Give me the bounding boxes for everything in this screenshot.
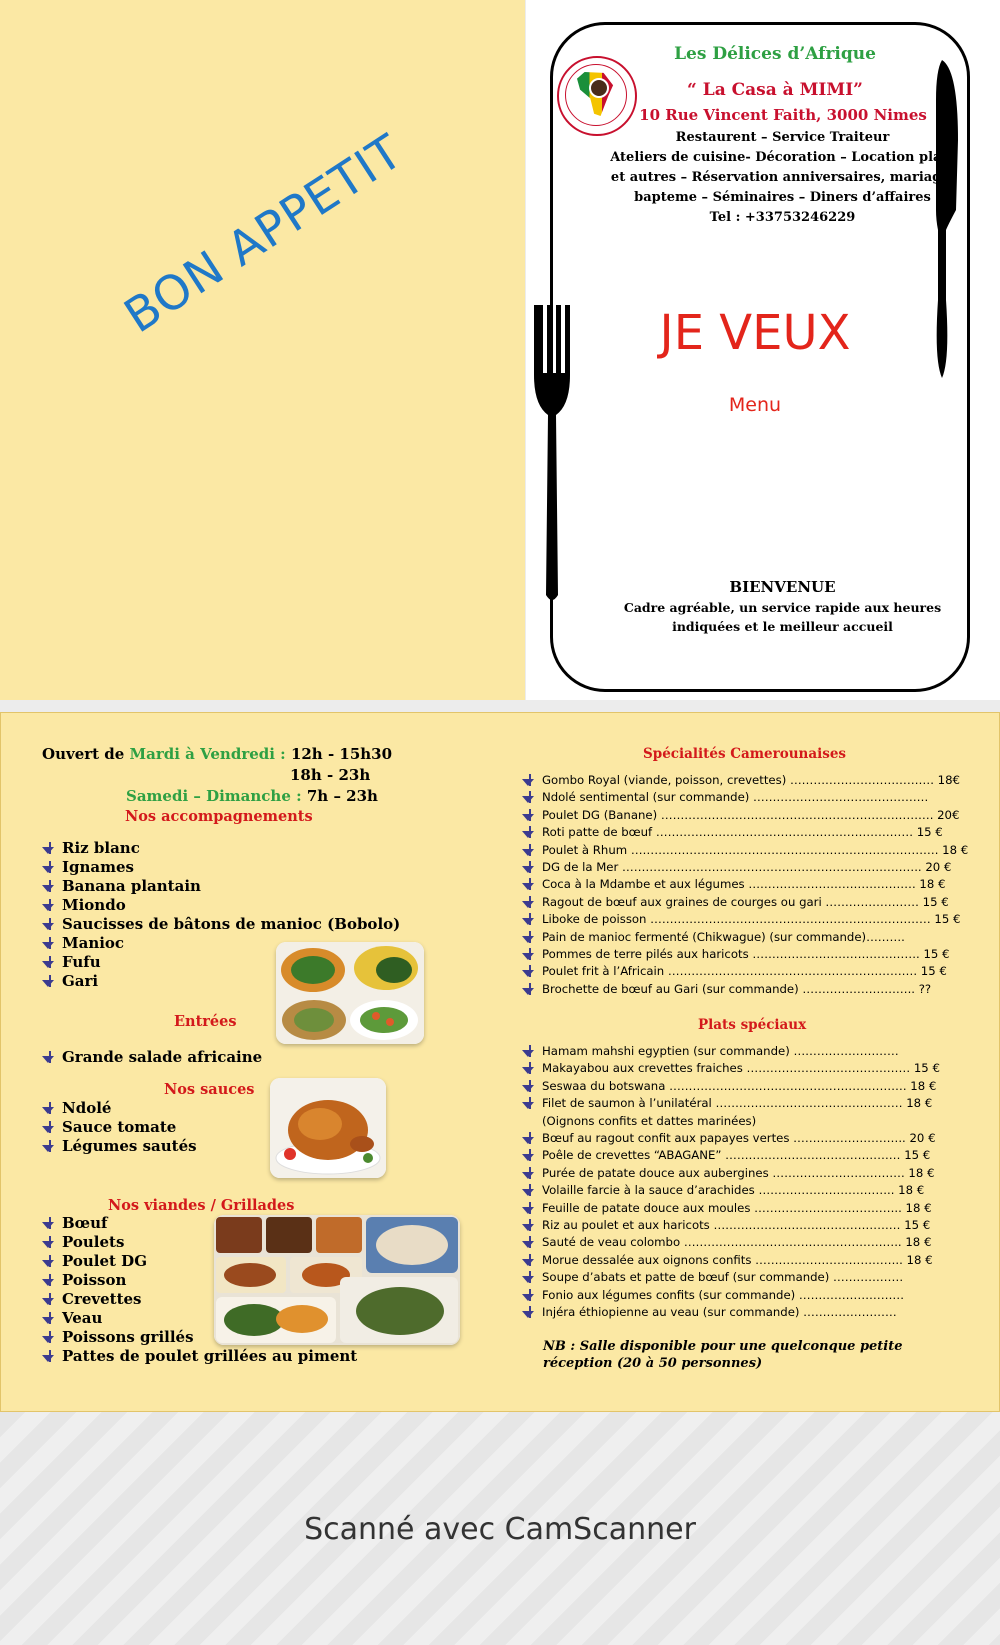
dish-item: Volaille farcie à la sauce d’arachides …………………………….. 18 € [522, 1182, 940, 1199]
specialites-list [522, 772, 968, 998]
list-item: Riz blanc [42, 839, 400, 858]
services-line: Restaurent – Service Traiteur [675, 130, 890, 145]
list-item: Saucisses de bâtons de manioc (Bobolo) [42, 915, 400, 934]
list-item: Ignames [42, 858, 400, 877]
accompagnements-photo [276, 942, 424, 1044]
dish-item: Filet de saumon à l’unilatéral ………………………………………… 18 € [522, 1095, 940, 1112]
welcome-line: indiquées et le meilleur accueil [672, 619, 893, 634]
plats-speciaux-title: Plats spéciaux [698, 1017, 807, 1033]
dish-item: Ndolé sentimental (sur commande) ……………………………………… [522, 789, 968, 806]
sauces-list [42, 1099, 197, 1156]
grillades-collage-photo [214, 1215, 460, 1345]
services-line: bapteme – Séminaires – Diners d’affaires [634, 190, 931, 205]
list-item: Poulet DG [42, 1252, 357, 1271]
dish-item: Poêle de crevettes “ABAGANE” ……………………………………… 15 € [522, 1147, 940, 1164]
dish-item: Seswaa du botswana ……………………………………………………. 18 € [522, 1078, 940, 1095]
menu-headline: JE VEUX [659, 305, 851, 361]
entrees-list [42, 1048, 262, 1067]
list-item: Poulets [42, 1233, 357, 1252]
hours-days: Samedi – Dimanche : [126, 787, 307, 805]
dish-item: Sauté de veau colombo ……………………………………………….. 18 € [522, 1234, 940, 1251]
camscanner-watermark: Scanné avec CamScanner [304, 1512, 696, 1547]
list-item: Ndolé [42, 1099, 197, 1118]
dish-item: Bœuf au ragout confit aux papayes vertes ……………………….. 20 € [522, 1130, 940, 1147]
services-line: Ateliers de cuisine- Décoration – Location plats [610, 150, 955, 165]
list-item: Pattes de poulet grillées au piment [42, 1347, 357, 1366]
dish-item: Poulet frit à l’Africain ………………………………………………………. 15 € [522, 963, 968, 980]
nb-note-line: réception (20 à 50 personnes) [543, 1356, 763, 1371]
specialites-title: Spécialités Camerounaises [643, 746, 847, 762]
viandes-title: Nos viandes / Grillades [108, 1197, 295, 1214]
chef-icon [589, 78, 609, 98]
list-item: Grande salade africaine [42, 1048, 262, 1067]
list-item: Poisson [42, 1271, 357, 1290]
brand-name: Les Délices d’Afrique [674, 44, 876, 64]
dish-item: Fonio aux légumes confits (sur commande) ……………………… [522, 1287, 940, 1304]
opening-hours-evening: 18h - 23h [290, 766, 371, 784]
opening-hours-weekday [42, 745, 392, 763]
dish-item: Gombo Royal (viande, poisson, crevettes) ………………………………. 18€ [522, 772, 968, 789]
dish-item: Poulet à Rhum ……………………………………………………………………. 18 € [522, 842, 968, 859]
nb-note-line: NB : Salle disponible pour une quelconque petite [543, 1339, 903, 1354]
list-item: Gari [42, 972, 400, 991]
list-item: Veau [42, 1309, 357, 1328]
dish-item: Coca à la Mdambe et aux légumes ……………………………………. 18 € [522, 876, 968, 893]
roast-chicken-photo [270, 1078, 386, 1178]
list-item: Poissons grillés [42, 1328, 357, 1347]
bon-appetit-slogan: BON APPETIT [115, 124, 413, 345]
dish-item: Riz au poulet et aux haricots ………………………………………… 15 € [522, 1217, 940, 1234]
hours-prefix: Ouvert de [42, 745, 130, 763]
dish-item: Morue dessalée aux oignons confits ……………………………….. 18 € [522, 1252, 940, 1269]
list-item: Miondo [42, 896, 400, 915]
dish-item: Ragout de bœuf aux graines de courges ou gari …………………… 15 € [522, 894, 968, 911]
dish-item: Poulet DG (Banane) ……………………………………………………………. 20€ [522, 807, 968, 824]
dish-item: Liboke de poisson ……………………………………………………………… 15 € [522, 911, 968, 928]
dish-item: Hamam mahshi egyptien (sur commande) ……………………… [522, 1043, 940, 1060]
dish-item: Pommes de terre pilés aux haricots ……………………………………. 15 € [522, 946, 968, 963]
dish-item: Injéra éthiopienne au veau (sur commande) …………………… [522, 1304, 940, 1321]
accompagnements-title: Nos accompagnements [125, 808, 313, 825]
opening-hours-weekend [126, 787, 378, 805]
dish-item: Roti patte de bœuf ………………………………………………………… 15 € [522, 824, 968, 841]
welcome-line: Cadre agréable, un service rapide aux heures [623, 600, 942, 615]
list-item: Bœuf [42, 1214, 357, 1233]
list-item: Crevettes [42, 1290, 357, 1309]
address: 10 Rue Vincent Faith, 3000 Nimes [639, 106, 927, 124]
menu-subheadline: Menu [728, 394, 782, 416]
plats-speciaux-list [522, 1043, 940, 1322]
phone-number: Tel : +33753246229 [709, 210, 856, 225]
sauces-title: Nos sauces [164, 1081, 255, 1098]
list-item: Sauce tomate [42, 1118, 197, 1137]
hours-days: Mardi à Vendredi : [129, 745, 291, 763]
restaurant-logo [557, 56, 637, 136]
dish-item: Purée de patate douce aux aubergines ……………………………. 18 € [522, 1165, 940, 1182]
dish-item: DG de la Mer ………………………………………………………………….. 20 € [522, 859, 968, 876]
list-item: Banana plantain [42, 877, 400, 896]
services-line: et autres – Réservation anniversaires, mariage, [610, 170, 955, 185]
dish-item: Feuille de patate douce aux moules ……………………………….. 18 € [522, 1200, 940, 1217]
cover-left-panel [0, 0, 525, 700]
hours-time: 12h - 15h30 [290, 745, 393, 763]
list-item: Légumes sautés [42, 1137, 197, 1156]
entrees-title: Entrées [174, 1013, 237, 1030]
fork-icon [528, 305, 576, 605]
dish-item: Brochette de bœuf au Gari (sur commande) ……………………….. ?? [522, 981, 968, 998]
list-item: Manioc [42, 934, 400, 953]
restaurant-name: “ La Casa à MIMI” [687, 80, 863, 100]
dish-item: Soupe d’abats et patte de bœuf (sur commande) ……………… [522, 1269, 940, 1286]
hours-time: 7h – 23h [306, 787, 378, 805]
dish-item: Pain de manioc fermenté (Chikwague) (sur commande)………. [522, 929, 968, 946]
dish-note: (Oignons confits et dattes marinées) [542, 1113, 757, 1128]
welcome-title: BIENVENUE [729, 578, 836, 596]
list-item: Fufu [42, 953, 400, 972]
dish-item: Makayabou aux crevettes fraiches …………………………………… 15 € [522, 1060, 940, 1077]
